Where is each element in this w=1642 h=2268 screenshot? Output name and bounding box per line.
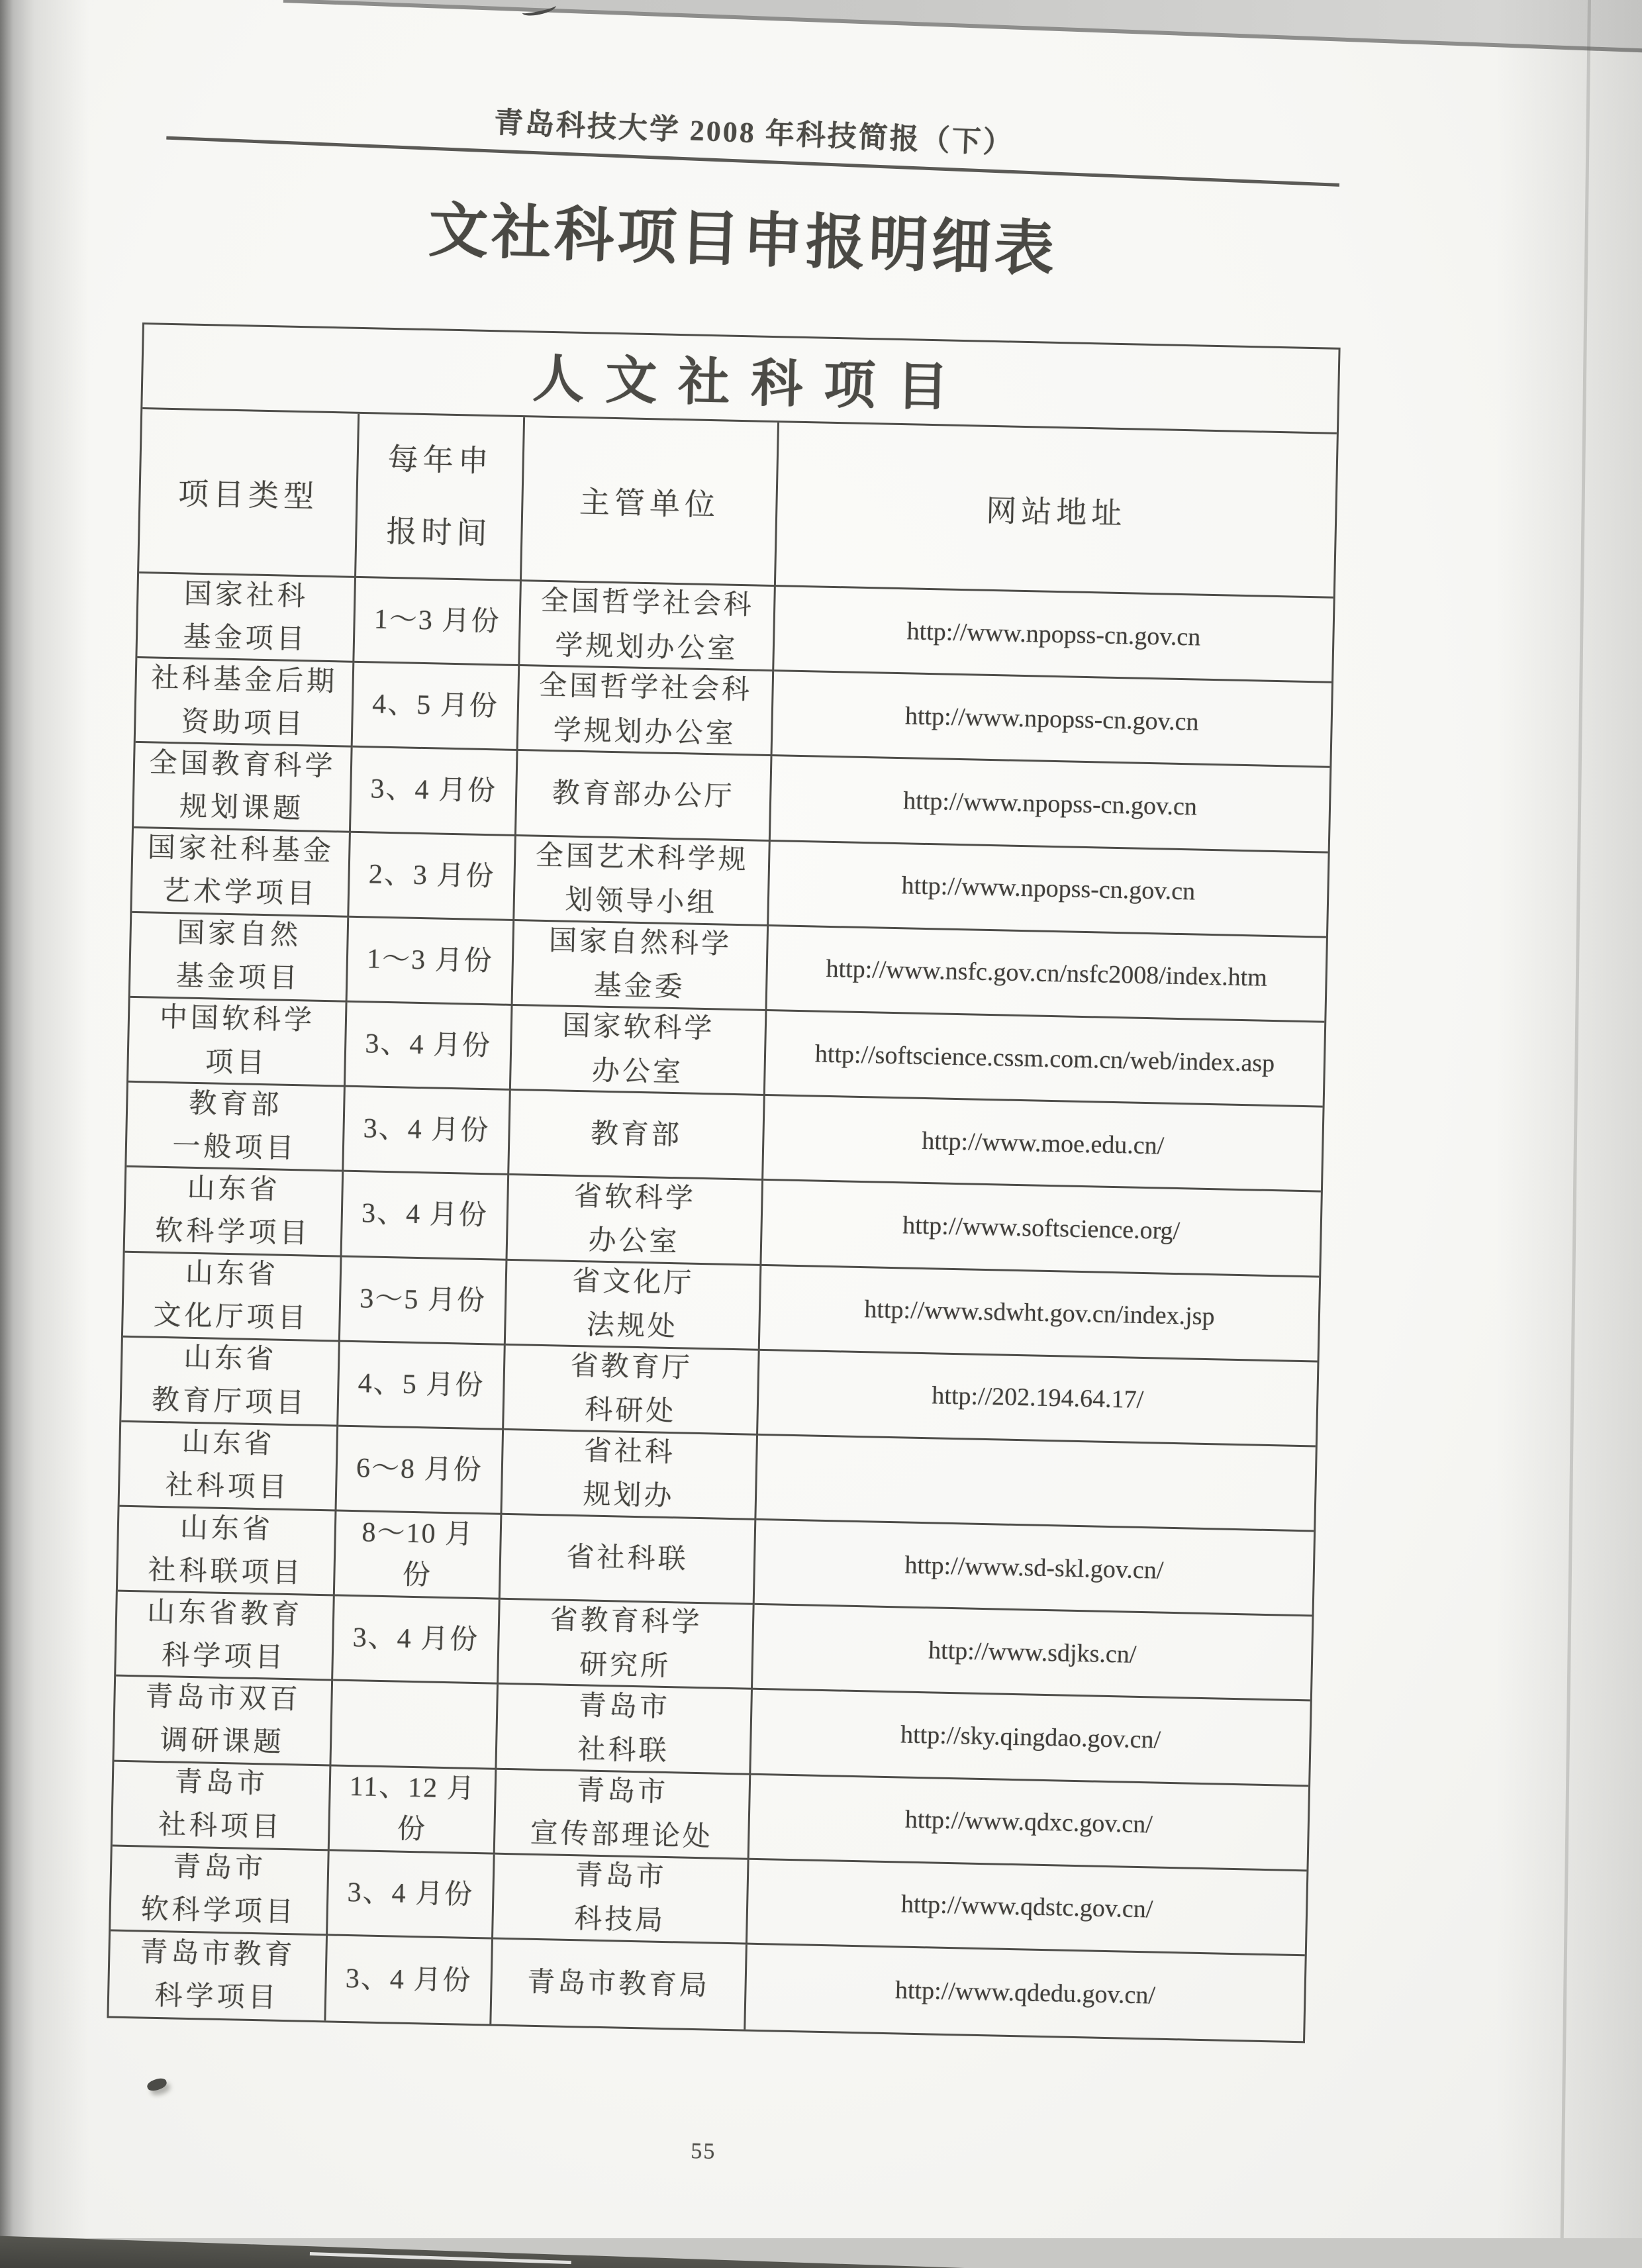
cell-time: 3、4 月份	[333, 1597, 501, 1685]
cell-time: 4、5 月份	[353, 663, 520, 751]
cell-time: 3、4 月份	[351, 748, 518, 836]
cell-unit: 青岛市 科技局	[493, 1854, 749, 1944]
cell-unit: 国家自然科学 基金委	[513, 921, 769, 1011]
cell-url: http://www.sd-skl.gov.cn/	[755, 1520, 1314, 1617]
cell-type: 山东省教育 科学项目	[116, 1592, 335, 1681]
cell-time: 11、12 月 份	[330, 1766, 497, 1854]
cell-unit: 省文化厅 法规处	[506, 1260, 762, 1350]
cell-url: http://www.qdstc.gov.cn/	[748, 1860, 1306, 1957]
cell-url: http://www.qdedu.gov.cn/	[894, 1976, 1156, 2010]
cell-type: 青岛市 社科项目	[113, 1761, 332, 1851]
cell-unit: 教育部	[509, 1091, 765, 1181]
page-number: 55	[690, 2138, 716, 2164]
cell-unit: 全国艺术科学规 划领导小组	[514, 836, 771, 926]
cell-time: 8～10 月 份	[335, 1512, 503, 1600]
cell-type: 山东省 软科学项目	[125, 1167, 344, 1257]
cell-unit: 省软科学 办公室	[507, 1175, 763, 1265]
cell-url: http://softscience.cssm.com.cn/web/index.asp	[765, 1011, 1324, 1108]
table-band-title: 人文社科项目	[142, 324, 1338, 434]
cell-unit: 青岛市教育局	[491, 1940, 748, 2030]
cell-type: 全国教育科学 规划课题	[134, 743, 353, 832]
cell-unit: 国家软科学 办公室	[511, 1006, 767, 1096]
cell-time: 2、3 月份	[349, 832, 516, 920]
cell-unit: 省社科 规划办	[502, 1430, 758, 1520]
cell-time: 3、4 月份	[346, 1003, 513, 1091]
cell-unit: 青岛市 宣传部理论处	[495, 1769, 751, 1859]
cell-url: http://202.194.64.17/	[758, 1351, 1317, 1448]
cell-url: http://www.moe.edu.cn/	[763, 1096, 1322, 1193]
cell-unit: 省教育厅 科研处	[504, 1346, 760, 1436]
cell-type: 青岛市双百 调研课题	[114, 1677, 333, 1766]
column-header-url: 网站地址	[776, 422, 1337, 599]
cell-type: 青岛市教育 科学项目	[109, 1932, 328, 2021]
cell-unit: 省教育科学 研究所	[499, 1600, 755, 1690]
cell-time: 3、4 月份	[342, 1172, 510, 1260]
cell-time: 1～3 月份	[348, 917, 515, 1005]
cell-time: 6～8 月份	[336, 1426, 504, 1514]
cell-url: http://www.sdwht.gov.cn/index.jsp	[760, 1265, 1319, 1362]
cell-url: http://www.npopss-cn.gov.cn	[774, 587, 1333, 683]
cell-type: 国家自然 基金项目	[130, 913, 350, 1003]
cell-time: 3、4 月份	[326, 1936, 493, 2024]
cell-url: http://www.sdjks.cn/	[753, 1605, 1312, 1702]
cell-type: 社科基金后期 资助项目	[136, 658, 355, 748]
cell-time: 3～5 月份	[340, 1257, 508, 1345]
cell-type: 山东省 社科项目	[120, 1422, 339, 1512]
cell-time: 3、4 月份	[344, 1087, 511, 1175]
projects-table	[107, 322, 1340, 2044]
cell-unit: 全国哲学社会科 学规划办公室	[518, 666, 775, 756]
column-header-type: 项目类型	[139, 409, 360, 578]
cell-url: http://sky.qingdao.gov.cn/	[751, 1690, 1310, 1787]
cell-type: 国家社科 基金项目	[137, 573, 356, 663]
cell-url: http://www.npopss-cn.gov.cn	[769, 842, 1328, 938]
cell-type: 教育部 一般项目	[126, 1083, 346, 1172]
column-header-time: 每年申 报时间	[356, 414, 525, 581]
cell-url: http://www.npopss-cn.gov.cn	[771, 756, 1329, 853]
cell-time	[331, 1681, 499, 1769]
cell-type: 山东省 教育厅项目	[121, 1337, 340, 1426]
cell-type: 青岛市 软科学项目	[111, 1846, 330, 1936]
cell-time: 1～3 月份	[354, 578, 522, 666]
cell-url: http://www.nsfc.gov.cn/nsfc2008/index.htm	[767, 926, 1326, 1023]
cell-url: http://www.softscience.org/	[761, 1181, 1320, 1277]
cell-type: 山东省 社科联项目	[118, 1507, 337, 1597]
cell-type: 中国软科学 项目	[128, 998, 348, 1087]
cell-type: 国家社科基金 艺术学项目	[132, 828, 351, 917]
page-title: 文社科项目申报明细表	[427, 198, 1059, 283]
cell-unit: 教育部办公厅	[516, 751, 773, 841]
cell-unit: 全国哲学社会科 学规划办公室	[520, 581, 776, 671]
column-header-unit: 主管单位	[522, 417, 779, 587]
cell-time: 3、4 月份	[328, 1851, 495, 1939]
running-header	[166, 85, 1341, 187]
cell-type: 山东省 文化厅项目	[123, 1252, 342, 1342]
cell-unit: 省社科联	[501, 1515, 757, 1605]
cell-time: 4、5 月份	[338, 1342, 506, 1430]
cell-unit: 青岛市 社科联	[497, 1685, 753, 1775]
cell-url: http://www.qdxc.gov.cn/	[749, 1775, 1308, 1871]
cell-url: http://www.npopss-cn.gov.cn	[772, 671, 1331, 768]
running-header-text: 青岛科技大学 2008 年科技简报（下）	[493, 106, 1015, 160]
cell-url	[756, 1436, 1315, 1532]
